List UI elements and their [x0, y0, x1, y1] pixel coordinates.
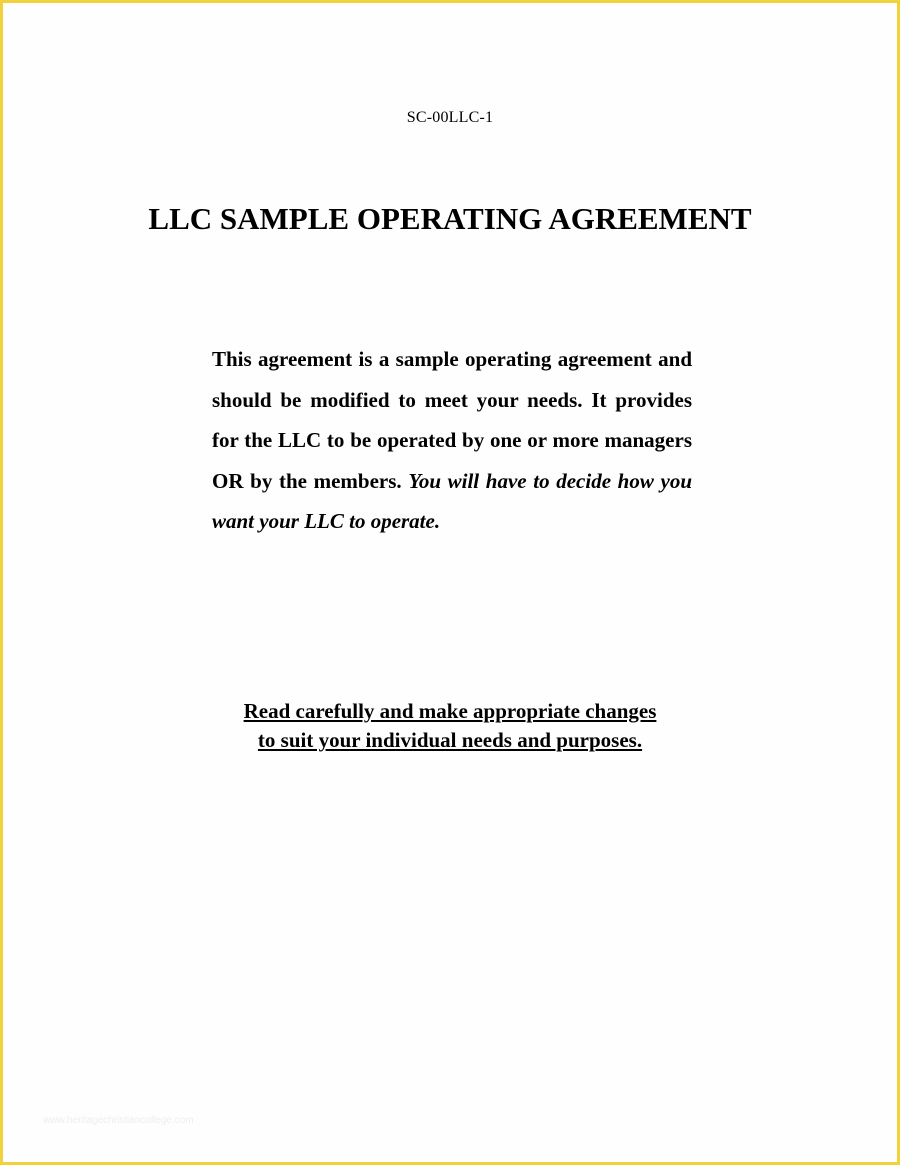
intro-paragraph [212, 339, 692, 542]
notice-line-1: Read carefully and make appropriate changes [243, 699, 657, 723]
intro-emphasis: You will have to decide how you want your LLC to operate. [212, 468, 693, 534]
notice [3, 697, 897, 755]
watermark: www.heritagechristiancollege.com [43, 1115, 194, 1126]
document-title: LLC SAMPLE OPERATING AGREEMENT [148, 201, 752, 236]
notice-line-2: to suit your individual needs and purposes. [257, 728, 643, 752]
document-code: SC-00LLC-1 [406, 109, 494, 126]
intro-text: This agreement is a sample operating agreement and should be modified to meet your needs. It provides for the LLC to be operated by one or more managers OR by the members. [212, 347, 692, 493]
